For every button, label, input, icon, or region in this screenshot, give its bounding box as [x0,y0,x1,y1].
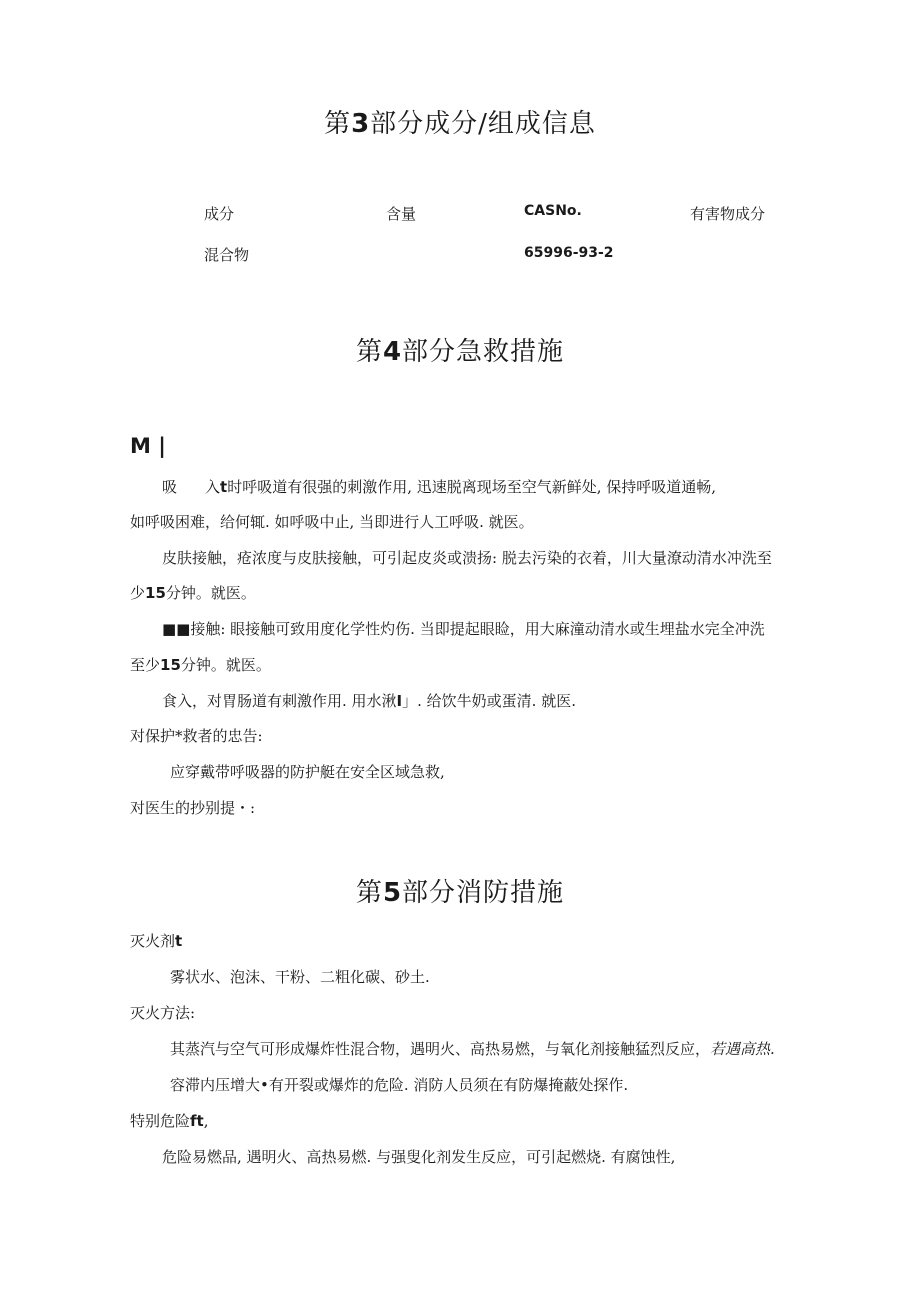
table-cell-cas: 65996-93-2 [524,245,614,261]
special-hazard-label: 特别危险ft, [130,1112,209,1130]
extinguish-method-label: 灭火方法: [130,1004,196,1022]
section-4-marker: M | [130,434,166,458]
skin-line-2: 少15分钟。就医。 [130,584,256,602]
skin-line-1: 皮肤接触，疮浓度与皮肤接触，可引起皮炎或溃扬: 脱去污染的衣着，川大量潦动清水冲洗至 [162,549,772,567]
special-hazard-text: 危险易燃品, 遇明火、高热易燃. 与强叟化剂发生反应，可引起燃烧. 有腐蚀性, [162,1148,676,1166]
table-header-component: 成分 [204,205,235,223]
rescuer-text: 应穿戴带呼吸器的防护艇在安全区域急救, [170,763,445,781]
eye-line-2: 至少15分钟。就医。 [130,656,271,674]
ingest-line: 食入，对胃肠道有刺激作用. 用水湫I」. 给饮牛奶或蛋清. 就医. [162,692,576,710]
eye-line-1: ■■接触: 眼接触可致用度化学性灼伤. 当即提起眼睑，用大麻潼动清水或生埋盐水完全冲洗 [162,620,765,638]
inhale-line-1: 吸 入t时呼吸道有很强的刺激作用, 迅速脱离现场至空气新鲜处, 保持呼吸道通畅, [162,478,717,496]
doctor-label: 对医生的抄别提・: [130,799,256,817]
table-header-cas: CASNo. [524,203,582,219]
rescuer-label: 对保护*救者的忠告: [130,727,263,745]
extinguish-agent-text: 雾状水、泡沫、干粉、二粗化碳、砂土. [170,968,430,986]
extinguish-method-line-2: 容滞内压增大•有开裂或爆炸的危险. 消防人员须在有防爆掩蔽处探作. [170,1076,629,1094]
table-cell-component: 混合物 [204,246,250,264]
section-5-title: 第5部分消防措施 [355,878,565,908]
section-4-title: 第4部分急救措施 [355,337,565,367]
table-header-hazard: 有害物成分 [690,205,766,223]
extinguish-agent-label: 灭火剂t [130,932,183,950]
inhale-line-2: 如呼吸困难，给何辄. 如呼吸中止, 当即进行人工呼吸. 就医。 [130,513,534,531]
section-3-title: 第3部分成分/组成信息 [324,109,596,139]
table-header-content: 含量 [386,205,417,223]
extinguish-method-line-1: 其蒸汽与空气可形成爆炸性混合物，遇明火、高热易燃，与氧化剂接触猛烈反应，若遇高热. [170,1040,775,1058]
